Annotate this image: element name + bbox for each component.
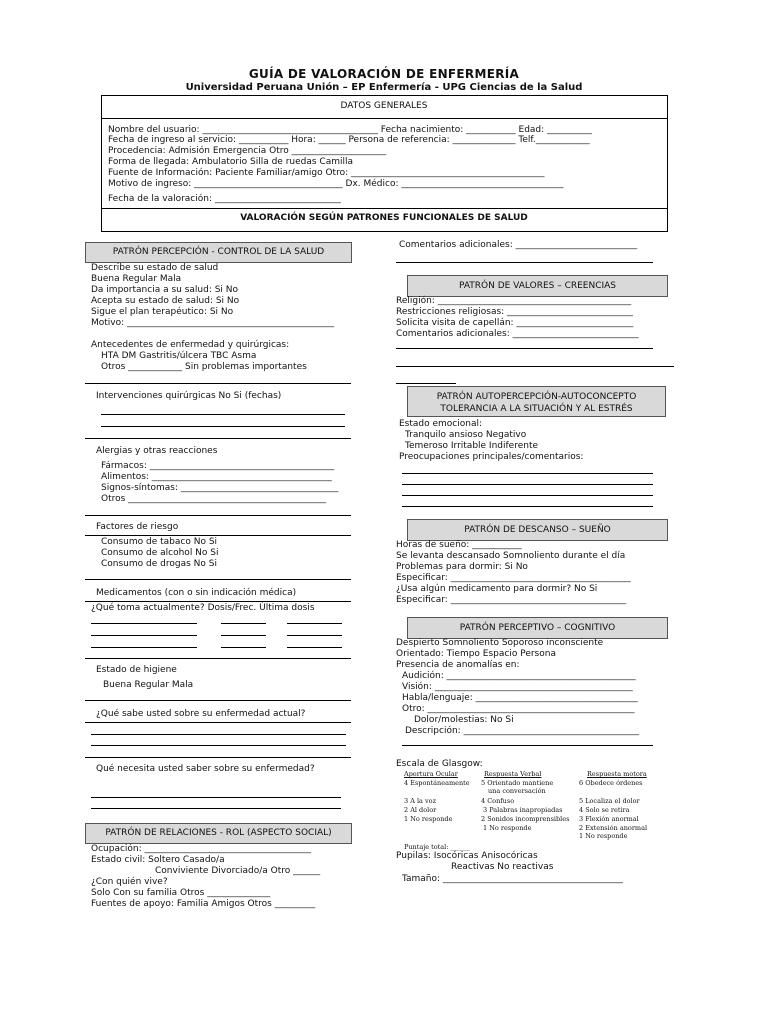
tamano-line[interactable]: Tamaño: ________________________________________ bbox=[402, 874, 623, 884]
glasgow-verbal-5b: una conversación bbox=[488, 787, 546, 795]
alimentos-line[interactable]: Alimentos: ________________________________________ bbox=[101, 472, 332, 482]
higiene-options[interactable]: Buena Regular Mala bbox=[103, 680, 194, 690]
glasgow-verbal-3: 3 Palabras inapropiadas bbox=[483, 806, 563, 814]
audicion-line[interactable]: Audición: __________________________________________ bbox=[402, 671, 636, 681]
valores-creencias-header: PATRÓN DE VALORES – CREENCIAS bbox=[407, 275, 668, 297]
preocupaciones-label: Preocupaciones principales/comentarios: bbox=[399, 452, 584, 462]
glasgow-verbal-2: 2 Sonidos incomprensibles bbox=[481, 815, 570, 823]
pupilas-line[interactable]: Pupilas: Isocóricas Anisocóricas bbox=[396, 851, 538, 861]
con-quien-vive-label: ¿Con quién vive? bbox=[91, 877, 168, 887]
glasgow-col-verbal: Respuesta Verbal bbox=[484, 770, 542, 778]
dolor-line[interactable]: Dolor/molestias: No Si bbox=[414, 715, 514, 725]
emocional-options-1[interactable]: Tranquilo ansioso Negativo bbox=[405, 430, 527, 440]
document-title: GUÍA DE VALORACIÓN DE ENFERMERÍA bbox=[248, 67, 520, 81]
glasgow-ocular-2: 2 Al dolor bbox=[404, 806, 437, 814]
descanso-sueno-header: PATRÓN DE DESCANSO – SUEÑO bbox=[407, 519, 668, 541]
otro-line[interactable]: Otro: ______________________________________________ bbox=[402, 704, 635, 714]
medicamentos-label: Medicamentos (con o sin indicación médica) bbox=[96, 588, 297, 598]
vision-line[interactable]: Visión: ____________________________________________ bbox=[402, 682, 633, 692]
glasgow-verbal-1: 1 No responde bbox=[483, 824, 532, 832]
comentarios-valores-line[interactable]: Comentarios adicionales: ____________________________ bbox=[396, 329, 639, 339]
glasgow-ocular-3: 3 A la voz bbox=[404, 797, 436, 805]
tabaco-row[interactable]: Consumo de tabaco No Si bbox=[101, 537, 218, 547]
motivo-ingreso-line[interactable]: Motivo de ingreso: _________________________________ Dx. Médico: ____________________________________ bbox=[108, 179, 564, 189]
habla-line[interactable]: Habla/lenguaje: ____________________________________ bbox=[402, 693, 638, 703]
religion-line[interactable]: Religión: ___________________________________________ bbox=[396, 296, 632, 306]
restricciones-line[interactable]: Restricciones religiosas: ____________________________ bbox=[396, 307, 634, 317]
procedencia-line[interactable]: Procedencia: Admisión Emergencia Otro _____________________ bbox=[108, 146, 387, 156]
antecedentes-otros[interactable]: Otros ____________ Sin problemas importantes bbox=[101, 362, 307, 372]
comentarios-adicionales-line[interactable]: Comentarios adicionales: ___________________________ bbox=[399, 240, 638, 250]
nombre-line[interactable]: Nombre del usuario: _______________________________________ Fecha nacimiento: ___________ Edad: __________ bbox=[108, 125, 593, 135]
capellan-line[interactable]: Solicita visita de capellán: __________________________ bbox=[396, 318, 634, 328]
glasgow-motora-6: 6 Obedece órdenes bbox=[579, 779, 643, 787]
patrones-heading: VALORACIÓN SEGÚN PATRONES FUNCIONALES DE SALUD bbox=[240, 213, 528, 223]
sabe-enfermedad-label: ¿Qué sabe usted sobre su enfermedad actual? bbox=[96, 709, 306, 719]
glasgow-verbal-5: 5 Orientado mantiene bbox=[481, 779, 554, 787]
document-subtitle: Universidad Peruana Unión – EP Enfermería - UPG Ciencias de la Salud bbox=[185, 82, 583, 93]
higiene-label: Estado de higiene bbox=[96, 665, 177, 675]
fuentes-apoyo-line[interactable]: Fuentes de apoyo: Familia Amigos Otros _________ bbox=[91, 899, 316, 909]
alcohol-row[interactable]: Consumo de alcohol No Si bbox=[101, 548, 219, 558]
factores-riesgo-label: Factores de riesgo bbox=[96, 522, 179, 532]
pupilas-reactividad[interactable]: Reactivas No reactivas bbox=[451, 862, 554, 872]
autopercepcion-header-line1: PATRÓN AUTOPERCEPCIÓN-AUTOCONCEPTO bbox=[436, 392, 637, 402]
especificar-line-2[interactable]: Especificar: _______________________________________ bbox=[396, 595, 627, 605]
autopercepcion-header bbox=[407, 386, 666, 417]
medicamentos-columns: ¿Qué toma actualmente? Dosis/Frec. Última dosis bbox=[91, 603, 315, 613]
medicamento-dormir-line[interactable]: ¿Usa algún medicamento para dormir? No Si bbox=[396, 584, 598, 594]
glasgow-col-motora: Respuesta motora bbox=[587, 770, 647, 778]
orientado-options[interactable]: Orientado: Tiempo Espacio Persona bbox=[396, 649, 556, 659]
datos-generales-header: DATOS GENERALES bbox=[340, 101, 428, 111]
forma-llegada-line[interactable]: Forma de llegada: Ambulatorio Silla de ruedas Camilla bbox=[108, 157, 354, 167]
describe-salud: Describe su estado de salud bbox=[91, 263, 219, 273]
otros-alergias-line[interactable]: Otros ____________________________________________ bbox=[101, 494, 327, 504]
horas-sueno-line[interactable]: Horas de sueño: ___________ bbox=[396, 540, 522, 550]
antecedentes-options[interactable]: HTA DM Gastritis/úlcera TBC Asma bbox=[101, 351, 257, 361]
antecedentes-label: Antecedentes de enfermedad y quirúrgicas: bbox=[91, 340, 290, 350]
glasgow-label: Escala de Glasgow: bbox=[396, 759, 483, 769]
alergias-label: Alergias y otras reacciones bbox=[96, 446, 218, 456]
glasgow-col-ocular: Apertura Ocular bbox=[404, 770, 458, 778]
signos-line[interactable]: Signos-síntomas: ___________________________________ bbox=[101, 483, 339, 493]
necesita-saber-label: Qué necesita usted saber sobre su enfermedad? bbox=[96, 764, 315, 774]
descripcion-line[interactable]: Descripción: _______________________________________ bbox=[405, 726, 640, 736]
glasgow-motora-1: 1 No responde bbox=[579, 832, 628, 840]
glasgow-motora-3: 3 Flexión anormal bbox=[579, 815, 639, 823]
estado-civil-line[interactable]: Estado civil: Soltero Casado/a bbox=[91, 855, 225, 865]
ocupacion-line-visible[interactable]: Ocupación: _____________________________________ bbox=[91, 844, 312, 854]
descanso-options[interactable]: Se levanta descansado Somnoliento durante el día bbox=[396, 551, 626, 561]
autopercepcion-header-line2: TOLERANCIA A LA SITUACIÓN Y AL ESTRÉS bbox=[440, 404, 633, 414]
importancia-salud[interactable]: Da importancia a su salud: Si No bbox=[91, 285, 239, 295]
plan-terapeutico[interactable]: Sigue el plan terapéutico: Si No bbox=[91, 307, 234, 317]
estado-emocional-label: Estado emocional: bbox=[399, 419, 483, 429]
anomalias-label: Presencia de anomalías en: bbox=[396, 660, 520, 670]
perceptivo-cognitivo-header: PATRÓN PERCEPTIVO – COGNITIVO bbox=[407, 617, 668, 639]
glasgow-verbal-4: 4 Confuso bbox=[481, 797, 515, 805]
estado-civil-line2[interactable]: Conviviente Divorciado/a Otro ______ bbox=[155, 866, 321, 876]
fuente-info-line[interactable]: Fuente de Información: Paciente Familiar/amigo Otro: ___________________________________________ bbox=[108, 168, 545, 178]
motivo-line[interactable]: Motivo: ______________________________________________ bbox=[91, 318, 335, 328]
glasgow-puntaje[interactable]: Puntaje total: ______ bbox=[404, 843, 471, 851]
relaciones-rol-header: PATRÓN DE RELACIONES - ROL (ASPECTO SOCIAL) bbox=[85, 823, 352, 844]
percepcion-salud-header: PATRÓN PERCEPCIÓN - CONTROL DE LA SALUD bbox=[85, 242, 352, 263]
glasgow-ocular-4: 4 Espontáneamente bbox=[404, 779, 470, 787]
glasgow-motora-2: 2 Extensión anormal bbox=[579, 824, 648, 832]
glasgow-motora-4: 4 Solo se retira bbox=[579, 806, 630, 814]
especificar-line-1[interactable]: Especificar: ________________________________________ bbox=[396, 573, 631, 583]
acepta-salud[interactable]: Acepta su estado de salud: Si No bbox=[91, 296, 240, 306]
fecha-valoracion-line[interactable]: Fecha de la valoración: ____________________________ bbox=[108, 194, 341, 204]
salud-options[interactable]: Buena Regular Mala bbox=[91, 274, 182, 284]
conciencia-options[interactable]: Despierto Somnoliento Soporoso inconsciente bbox=[396, 638, 604, 648]
glasgow-motora-5: 5 Localiza el dolor bbox=[579, 797, 640, 805]
emocional-options-2[interactable]: Temeroso Irritable Indiferente bbox=[405, 441, 539, 451]
intervenciones-label[interactable]: Intervenciones quirúrgicas No Si (fechas) bbox=[96, 391, 282, 401]
farmacos-line[interactable]: Fármacos: _________________________________________ bbox=[101, 461, 335, 471]
drogas-row[interactable]: Consumo de drogas No Si bbox=[101, 559, 217, 569]
problemas-dormir-line[interactable]: Problemas para dormir: Si No bbox=[396, 562, 528, 572]
ingreso-line[interactable]: Fecha de ingreso al servicio: ___________ Hora: ______ Persona de referencia: ______________ Telf.____________ bbox=[108, 135, 590, 145]
glasgow-ocular-1: 1 No responde bbox=[404, 815, 453, 823]
con-quien-vive-options[interactable]: Solo Con su familia Otros ______________ bbox=[91, 888, 271, 898]
